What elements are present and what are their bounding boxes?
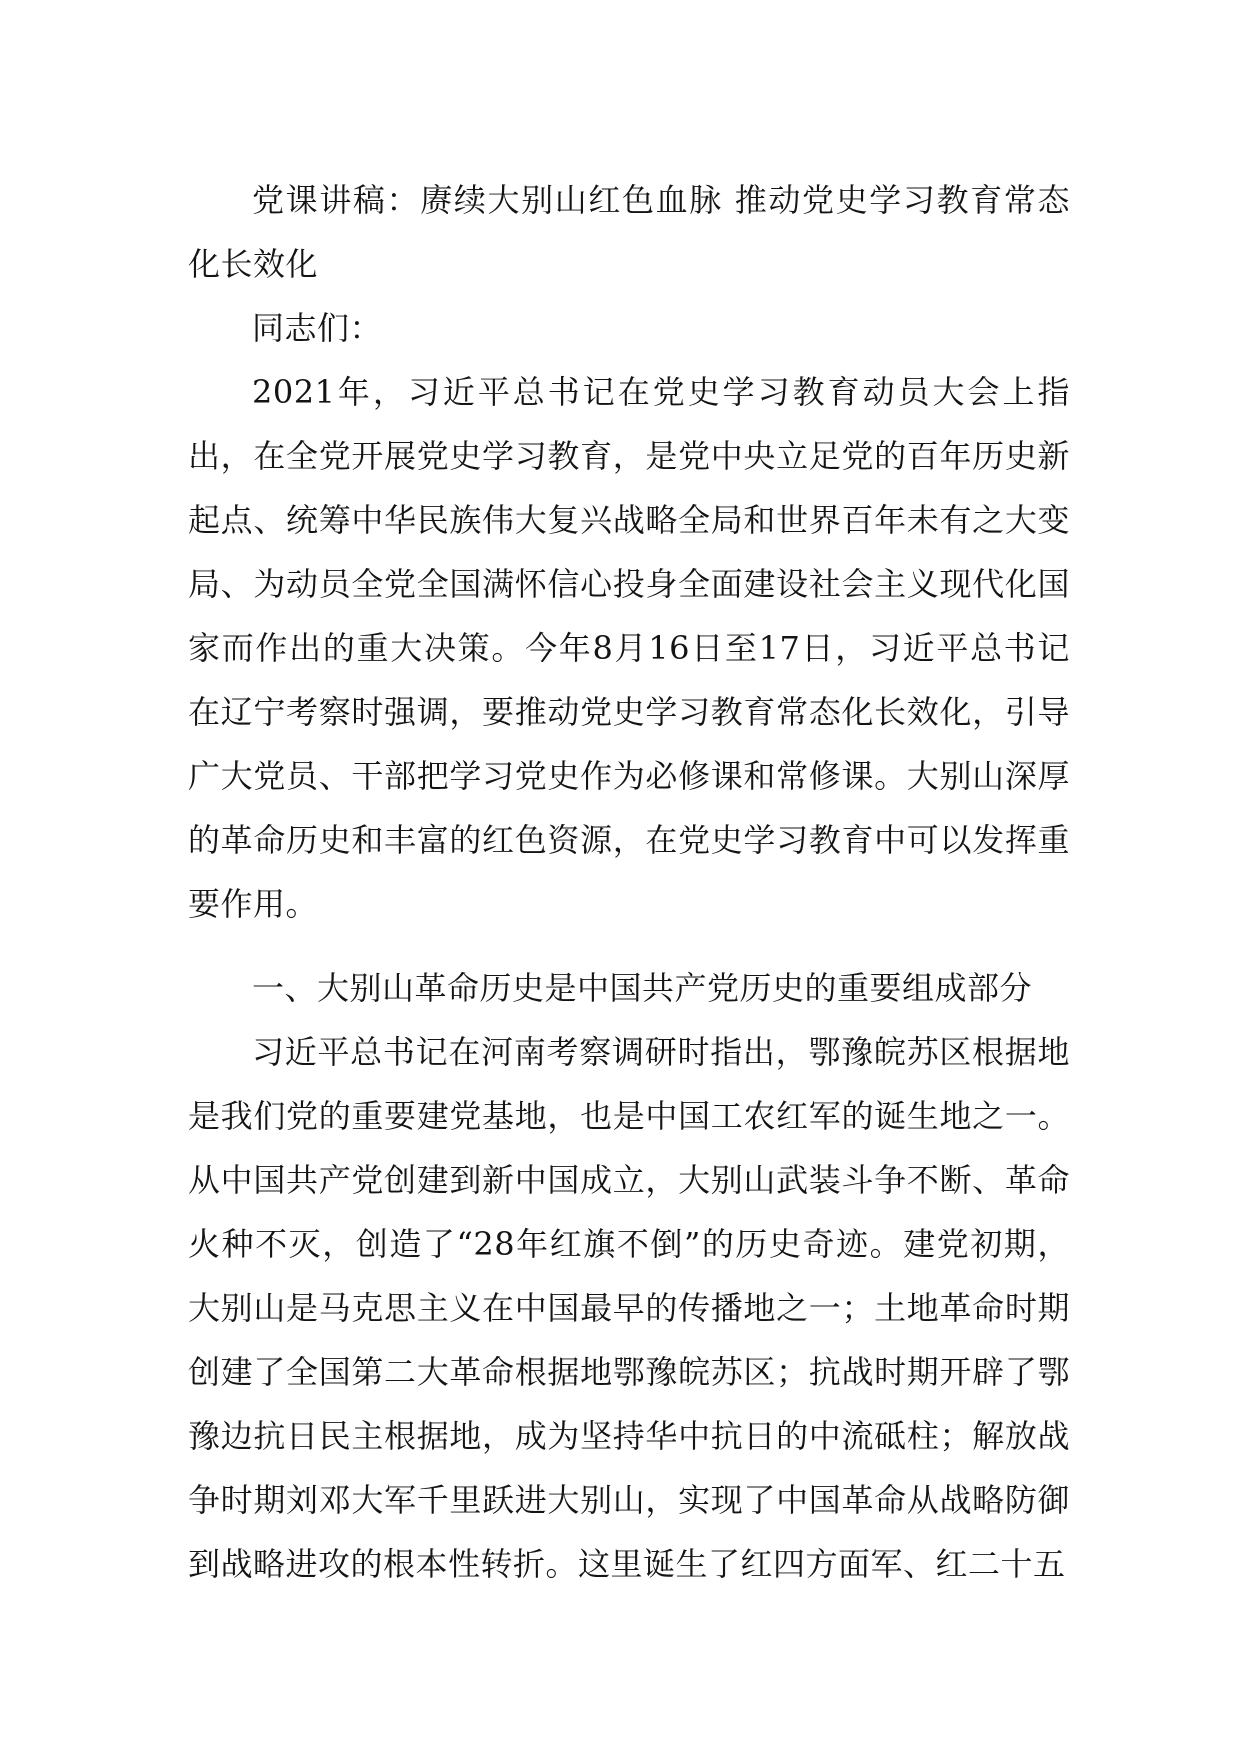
document-body bbox=[188, 168, 1070, 1596]
document-title: 党课讲稿：赓续大别山红色血脉 推动党史学习教育常态化长效化 bbox=[188, 181, 1070, 283]
section-heading: 一、大别山革命历史是中国共产党历史的重要组成部分 bbox=[252, 969, 1033, 1007]
salutation: 同志们： bbox=[252, 309, 383, 347]
paragraph: 2021年，习近平总书记在党史学习教育动员大会上指出，在全党开展党史学习教育，是党中央立足党的百年历史新起点、统筹中华民族伟大复兴战略全局和世界百年未有之大变局、为动员全党全国满怀信心投身全面建设社会主义现代化国家而作出的重大决策。今年8月16日至17日，习近平总书记在辽宁考察时强调，要推动党史学习教育常态化长效化，引导广大党员、干部把学习党史作为必修课和常修课。大别山深厚的革命历史和丰富的红色资源，在党史学习教育中可以发挥重要作用。 bbox=[188, 373, 1070, 923]
paragraph: 习近平总书记在河南考察调研时指出，鄂豫皖苏区根据地是我们党的重要建党基地，也是中国工农红军的诞生地之一。从中国共产党创建到新中国成立，大别山武装斗争不断、革命火种不灭，创造了“28年红旗不倒”的历史奇迹。建党初期，大别山是马克思主义在中国最早的传播地之一；土地革命时期创建了全国第二大革命根据地鄂豫皖苏区；抗战时期开辟了鄂豫边抗日民主根据地，成为坚持华中抗日的中流砥柱；解放战争时期刘邓大军千里跃进大别山，实现了中国革命从战略防御到战略进攻的根本性转折。这里诞生了红四方面军、红二十五 bbox=[188, 1033, 1070, 1583]
